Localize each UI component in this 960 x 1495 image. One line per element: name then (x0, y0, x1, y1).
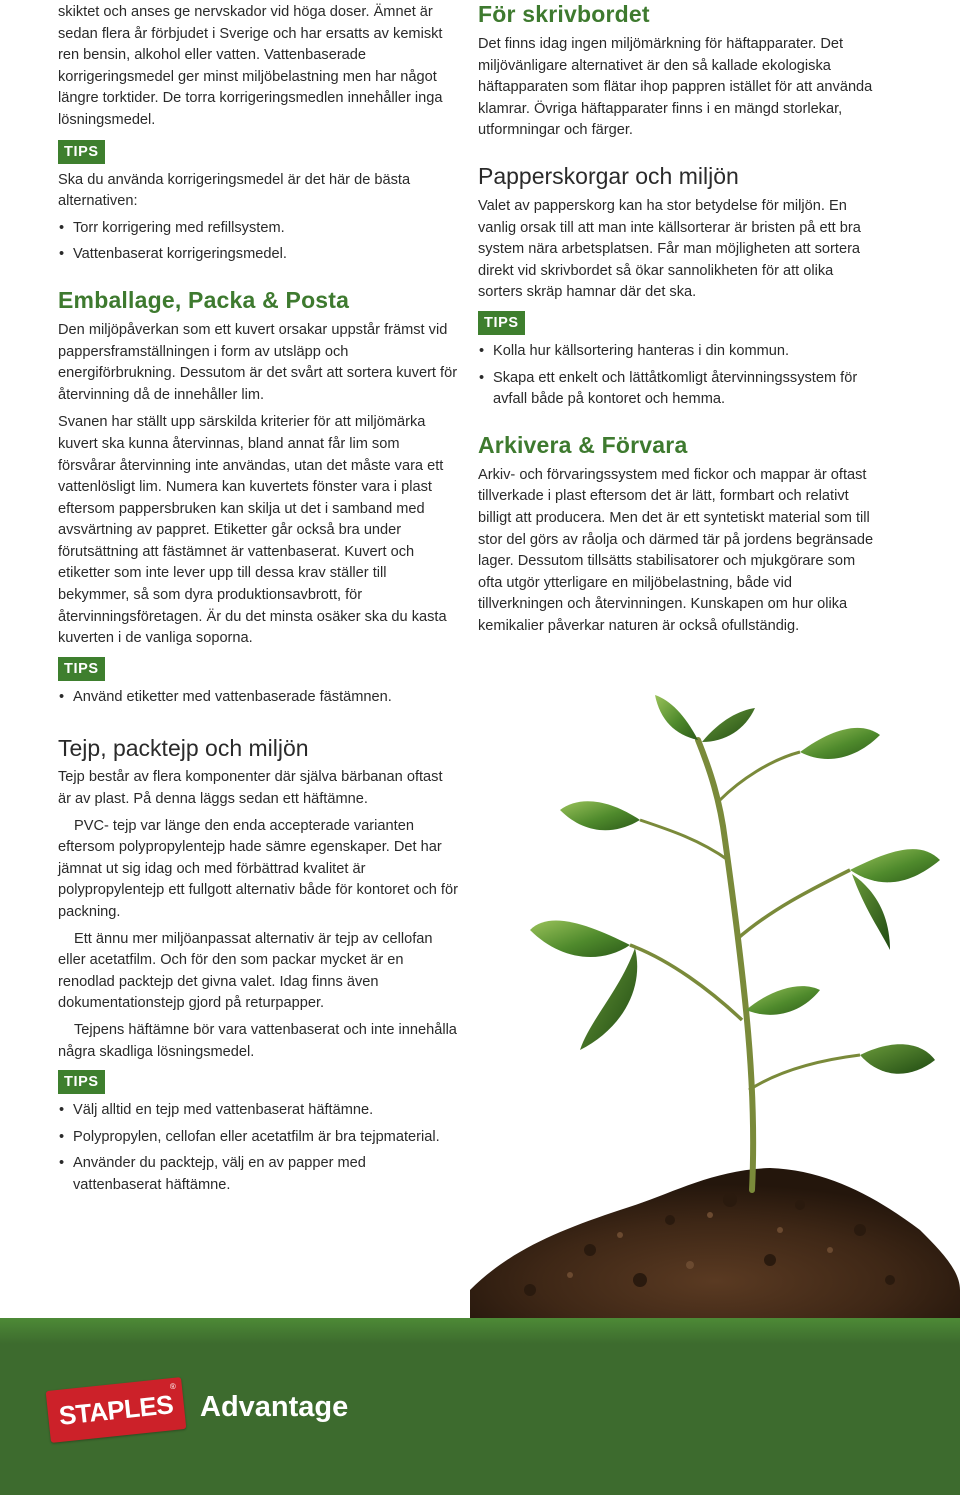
tips-list (58, 1100, 458, 1196)
section-heading-papperskorg: Papperskorgar och miljön (478, 162, 739, 189)
tips-list (58, 687, 458, 709)
tips-badge: TIPS (58, 1070, 105, 1094)
intro-paragraph: skiktet och anses ge nervskador vid höga doser. Ämnet är sedan flera år förbjudet i Sverige och har ersatts av kemiskt ren bensin, alkohol eller vatten. Vattenbaserade korrigeringsmedel ger minst miljöbelastning men har något längre torktider. De torra korrigeringsmedlen innehåller inga lösningsmedel. (58, 4, 443, 128)
tips-badge: TIPS (58, 140, 105, 164)
tips-badge: TIPS (58, 657, 105, 681)
list-item: • Kolla hur källsortering hanteras i din kommun. (478, 341, 878, 363)
list-item: • Använder du packtejp, välj en av papper med vattenbaserat häftämne. (58, 1153, 458, 1196)
tips-list (478, 341, 878, 411)
tips-badge: TIPS (478, 311, 525, 335)
body-paragraph: Valet av papperskorg kan ha stor betydelse för miljön. En vanlig orsak till att man inte källsorterar är bristen på ett bra system nära arbetsplatsen. Får man möjligheten att sortera direkt vid skrivbordet så ökar sannolikheten för att olika sorters skräp hamnar där det ska. (478, 197, 861, 301)
body-paragraph: Ett ännu mer miljöanpassat alternativ är tejp av cellofan eller acetatfilm. Och för den som packar mycket är en renodlad packtejp det givna valet. Idag finns även dokumentationstejp gjord på returpapper. (58, 930, 433, 1012)
footer-band-highlight (0, 1318, 960, 1344)
staples-logo-text: STAPLES (57, 1388, 175, 1431)
body-paragraph: PVC- tejp var länge den enda accepterade varianten eftersom polypropylentejp hade sämre egenskaper. Det har jämnat ut sig idag och med förbättrad kvalitet är polypropylentejp ett fullgott alternativ både för kontoret och för packning. (58, 817, 458, 920)
body-paragraph: Tejpens häftämne bör vara vattenbaserat och inte innehålla några skadliga lösningsmedel. (58, 1021, 457, 1060)
tips-list (58, 218, 458, 266)
right-column (478, 0, 878, 637)
body-paragraph: Det finns idag ingen miljömärkning för häftapparater. Det miljövänligare alternativet är den så kallade ekologiska häftapparaten som flätar ihop pappren istället för att använda klamrar. Övriga häftapparater finns i en mängd storlekar, utformningar och färger. (478, 36, 873, 139)
left-column (58, 0, 458, 1197)
list-item: • Skapa ett enkelt och lättåtkomligt återvinningssystem för avfall både på kontoret och hemma. (478, 368, 878, 411)
list-item: • Välj alltid en tejp med vattenbaserat häftämne. (58, 1100, 458, 1122)
section-heading-tejp: Tejp, packtejp och miljön (58, 735, 309, 762)
seedling-plant-image (470, 690, 960, 1330)
list-item: • Använd etiketter med vattenbaserade fästämnen. (58, 687, 458, 709)
tips-intro-text: Ska du använda korrigeringsmedel är det här de bästa alternativen: (58, 171, 411, 210)
registered-mark: ® (169, 1381, 177, 1392)
body-paragraph: Arkiv- och förvaringssystem med fickor och mappar är oftast tillverkade i plast eftersom det är lätt, formbart och relativt billigt att producera. Men det är ett syntetiskt material som till stor del görs av råolja och därmed tär på jordens begränsade lager. Dessutom tillsätts stabilisatorer och mjukgörare som ofta utgör ytterligare en miljöbelastning, både vid tillverkningen och återvinningen. Kunskapen om hur olika kemikalier påverkar naturen är också ofullständig. (478, 466, 874, 634)
section-heading-arkivera: Arkivera & Förvara (478, 431, 688, 458)
list-item: • Torr korrigering med refillsystem. (58, 218, 458, 240)
list-item: • Polypropylen, cellofan eller acetatfilm är bra tejpmaterial. (58, 1127, 458, 1149)
body-paragraph: Svanen har ställt upp särskilda kriterier för att miljömärka kuvert ska kunna återvinnas, bland annat får lim som försvårar återvinning inte användas, utan det måste vara ett vattenlösligt lim. Numera kan kuvertets fönster vara i plast eftersom pappersbruken kan skilja ut det i samband med avsvärtning av pappret. Etiketter går också bra under förutsättning att fästämnet är vattenbaserat. Kuvert och etiketter som inte lever upp till dessa krav ställer till bekymmer, så som dyra produktionsavbrott, för återvinningsföretagen. Är du det minsta osäker ska du kasta kuverten i de vanliga soporna. (58, 414, 447, 647)
brand-advantage-text: Advantage (200, 1391, 349, 1423)
body-paragraph: Den miljöpåverkan som ett kuvert orsakar uppstår främst vid pappersframställningen i form av utsläpp och energiförbrukning. Dessutom är det svårt att sortera kuvert för återvinning då de innehåller lim. (58, 321, 458, 403)
section-heading-skrivbord: För skrivbordet (478, 1, 650, 27)
list-item: • Vattenbaserat korrigeringsmedel. (58, 244, 458, 266)
section-heading-emballage: Emballage, Packa & Posta (58, 286, 350, 313)
body-paragraph: Tejp består av flera komponenter där själva bärbanan oftast är av plast. På denna läggs sedan ett häftämne. (58, 769, 443, 808)
